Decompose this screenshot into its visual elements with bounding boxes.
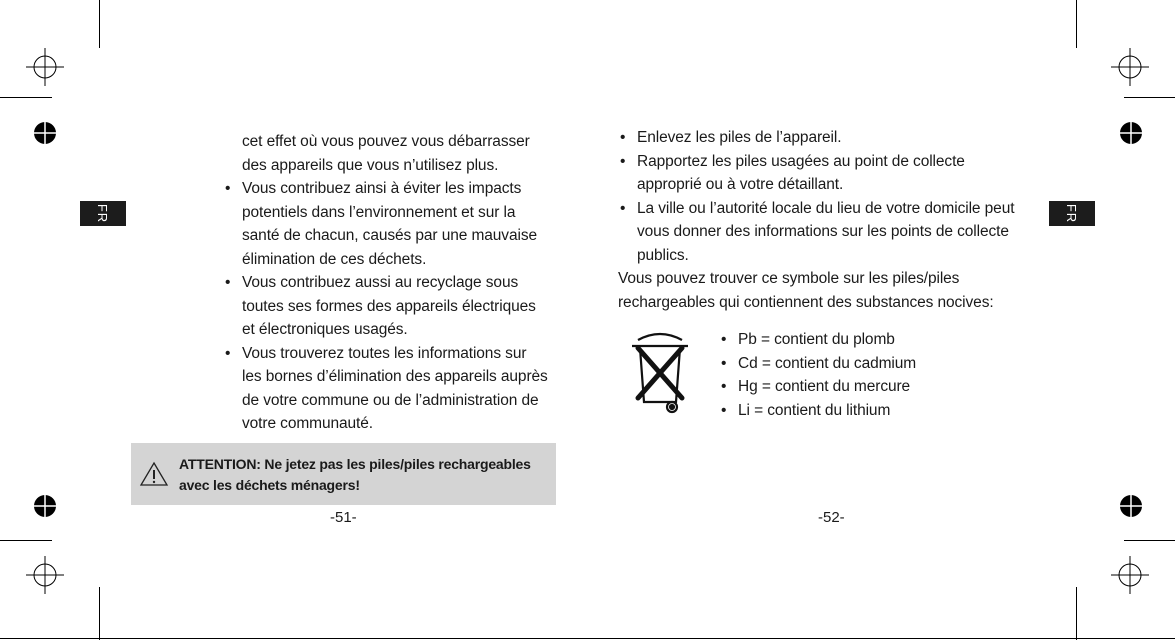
- crop-mark: [99, 587, 100, 640]
- list-item: [225, 271, 565, 342]
- page-number: -51-: [330, 509, 357, 526]
- crossed-out-wheelie-bin-icon: [624, 328, 696, 414]
- text-line: • Vous trouverez toutes les informations sur: [242, 344, 527, 362]
- list-item: • Pb = contient du plomb: [721, 328, 1021, 352]
- list-item: [620, 150, 1045, 197]
- text-line: votre communauté.: [242, 415, 373, 432]
- crop-mark: [1076, 587, 1077, 640]
- crop-mark: [1124, 540, 1175, 541]
- text-line: Vous pouvez trouver ce symbole sur les piles/piles: [618, 270, 960, 287]
- text-line: • Vous contribuez ainsi à éviter les impacts: [242, 180, 522, 197]
- text-line: approprié ou à votre détaillant.: [637, 176, 844, 193]
- crop-mark: [0, 540, 52, 541]
- text-line: • Vous contribuez aussi au recyclage sous: [242, 274, 519, 291]
- text-line: des appareils que vous n’utilisez plus.: [242, 156, 499, 174]
- registration-mark-icon: [26, 556, 64, 594]
- list-item: [620, 126, 1045, 150]
- text-line: vous donner des informations sur les points de collecte: [637, 223, 1009, 240]
- registration-mark-icon: [1111, 48, 1149, 86]
- page-number: -52-: [818, 509, 845, 526]
- list-item: • Hg = contient du mercure: [721, 375, 1021, 399]
- text-line: publics.: [637, 246, 689, 264]
- text-line: • Rapportez les piles usagées au point de collecte: [637, 152, 965, 170]
- text-line: santé de chacun, causés par une mauvaise: [242, 227, 537, 244]
- registration-mark-icon: [26, 48, 64, 86]
- text-line: élimination de ces déchets.: [242, 250, 427, 268]
- crop-mark: [1076, 0, 1077, 48]
- substance-list: [721, 328, 1021, 422]
- warning-box: [131, 443, 556, 505]
- registration-target-icon: [1118, 120, 1144, 146]
- registration-target-icon: [32, 120, 58, 146]
- list-item: [225, 342, 565, 436]
- list-item: • Cd = contient du cadmium: [721, 352, 1021, 376]
- warning-text-line: ATTENTION: Ne jetez pas les piles/piles rechargeables: [179, 456, 531, 472]
- language-tab-right: [1049, 201, 1095, 226]
- crop-mark: [99, 0, 100, 48]
- text-line: potentiels dans l’environnement et sur la: [242, 203, 516, 221]
- crop-mark: [0, 97, 52, 98]
- left-page-text: [225, 130, 565, 436]
- text-line: • La ville ou l’autorité locale du lieu de votre domicile peut: [637, 199, 1015, 217]
- text-line: cet effet où vous pouvez vous débarrasser: [242, 133, 530, 150]
- crop-mark: [1124, 97, 1175, 98]
- crop-mark: [0, 638, 1175, 639]
- list-item: [620, 197, 1045, 268]
- language-tab-label: FR: [95, 203, 111, 224]
- language-tab-left: [80, 201, 126, 226]
- list-item: [225, 177, 565, 271]
- text-line: de votre commune ou de l’administration de: [242, 391, 539, 409]
- registration-mark-icon: [1111, 556, 1149, 594]
- registration-target-icon: [1118, 493, 1144, 519]
- text-line: • Enlevez les piles de l’appareil.: [637, 129, 842, 146]
- text-line: et électroniques usagés.: [242, 321, 408, 338]
- warning-triangle-icon: [139, 461, 169, 487]
- warning-text-line: avec les déchets ménagers!: [179, 477, 360, 493]
- text-line: rechargeables qui contiennent des substances nocives:: [618, 293, 994, 311]
- registration-target-icon: [32, 493, 58, 519]
- text-line: toutes ses formes des appareils électriques: [242, 297, 536, 315]
- right-page-text: [620, 126, 1045, 314]
- list-item: • Li = contient du lithium: [721, 399, 1021, 423]
- text-line: les bornes d’élimination des appareils auprès: [242, 368, 548, 385]
- language-tab-label: FR: [1064, 203, 1080, 224]
